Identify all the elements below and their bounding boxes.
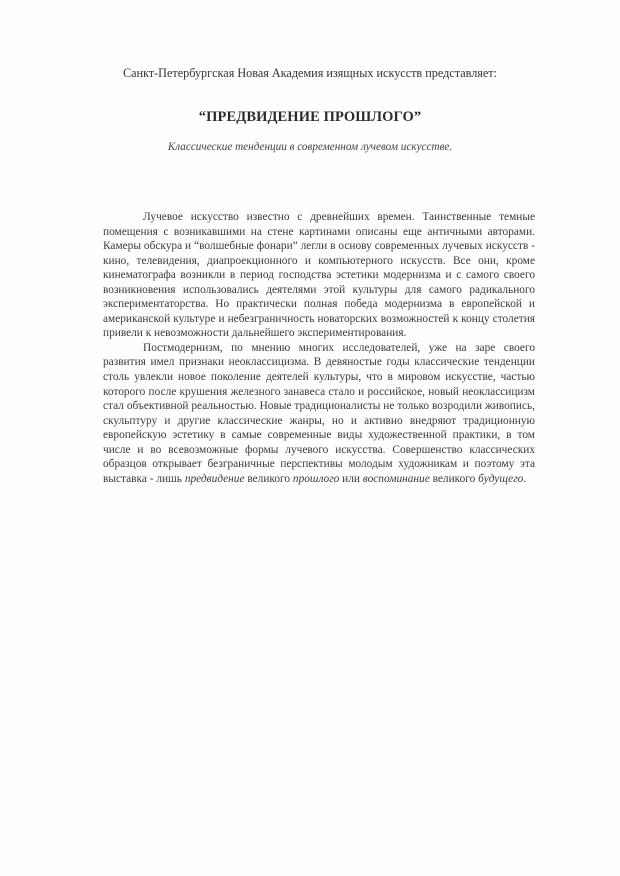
paragraph-2-end: .	[523, 472, 527, 485]
intro-line: Санкт-Петербургская Новая Академия изящных искусств представляет:	[122, 66, 498, 80]
body-text	[103, 210, 535, 486]
document-title: “ПРЕДВИДЕНИЕ ПРОШЛОГО”	[198, 109, 422, 125]
paragraph-1: Лучевое искусство известно с древнейших времен. Таинственные темные помещения с возникавшими на стене картинами описаны еще античными авторами. Камеры обскура и “волшебные фонари” легли в основу современных лучевых искусств - кино, телевидения, диапроекционного и компьютерного искусств. Все они, кроме кинематографа возникли в период господства эстетики модернизма и с самого своего возникновения использовались деятелями этой культуры для самого радикального экспериментаторства. Но практически полная победа модернизма в европейской и американской культуре и небезграничность новаторских возможностей к концу столетия привели к невозможности дальнейшего экспериментирования.	[103, 211, 535, 340]
emphasis-past: прошлого	[292, 472, 340, 485]
paragraph-2-main: Постмодернизм, по мнению многих исследователей, уже на заре своего развития имел признаки неоклассицизма. В девяностые годы классические тенденции столь увлекли новое поколение деятелей культуры, что в мировом искусстве, частью которого после крушения железного занавеса стало и российское, новый неоклассицизм стал объективной реальностью. Новые традиционалисты не только возродили живопись, скульптуру и другие классические жанры, но и активно внедряют традиционную европейскую эстетику в самые современные виды художественной практики, в том числе и во всевозможные формы лучевого искусства. Совершенство классических образцов открывает безграничные перспективы молодым художникам и поэтому эта выставка - лишь	[103, 341, 535, 485]
emphasis-foresight: предвидение	[184, 472, 245, 485]
emphasis-future: будущего	[478, 472, 524, 485]
emphasis-remembrance: воспоминание	[362, 472, 430, 485]
paragraph-2-connector-2: или	[339, 472, 363, 485]
document-subtitle: Классические тенденции в современном лучевом искусстве.	[167, 141, 453, 153]
paragraph-2	[103, 341, 535, 486]
paragraph-2-connector-1: великого	[244, 472, 293, 485]
paragraph-2-connector-3: великого	[429, 472, 479, 485]
